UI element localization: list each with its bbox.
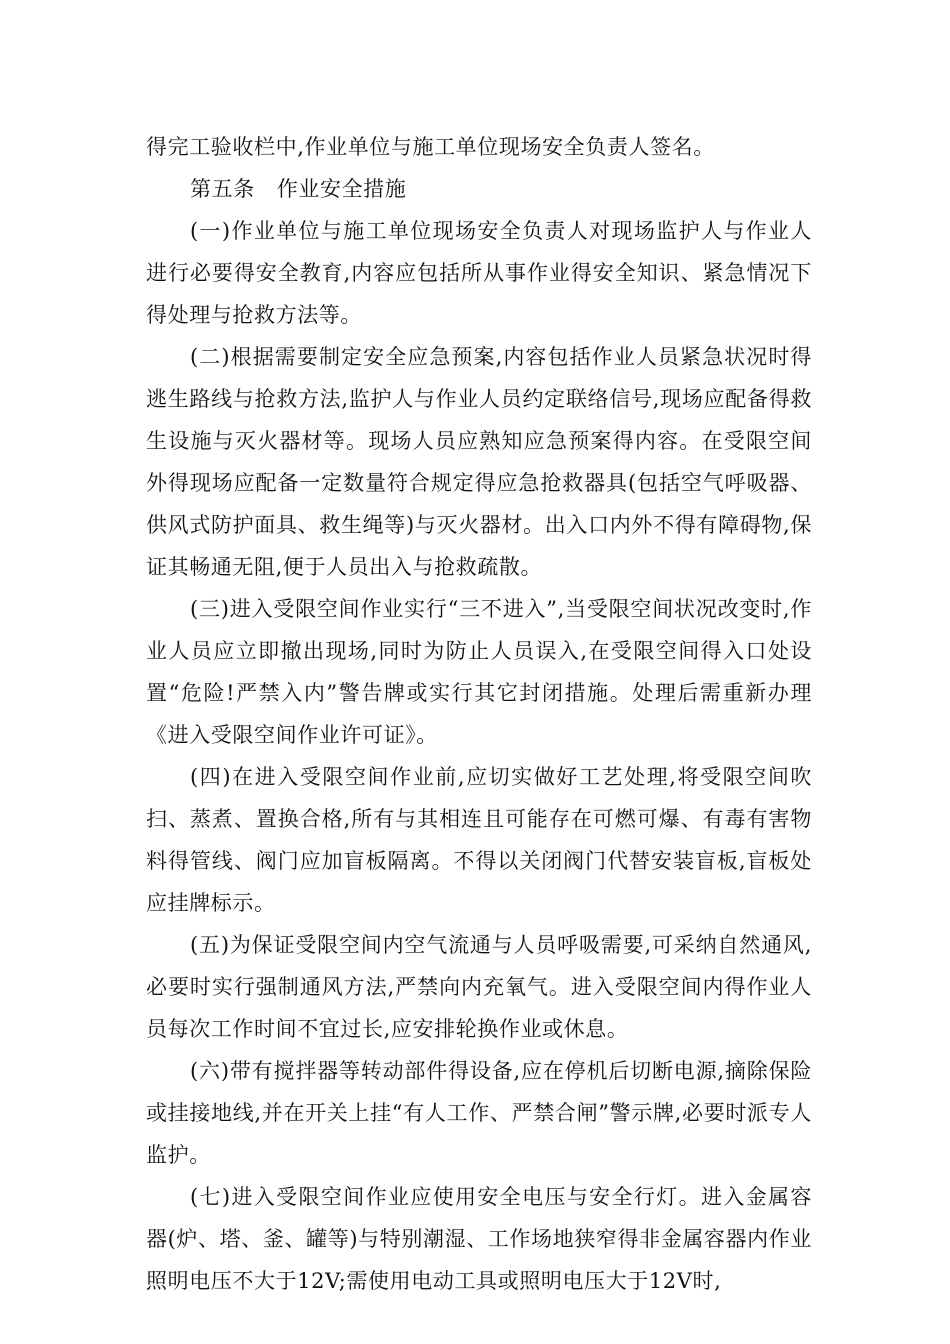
paragraph-1: (一)作业单位与施工单位现场安全负责人对现场监护人与作业人进行必要得安全教育,内容应包括所从事作业得安全知识、紧急情况下得处理与抢救方法等。 <box>146 219 812 327</box>
article-number: 第五条 <box>190 177 255 201</box>
article-heading <box>146 168 812 210</box>
document-body <box>146 126 812 1302</box>
paragraph-6: (六)带有搅拌器等转动部件得设备,应在停机后切断电源,摘除保险或挂接地线,并在开关上挂“有人工作、严禁合闸”警示牌,必要时派专人监护。 <box>146 1059 812 1167</box>
paragraph-3: (三)进入受限空间作业实行“三不进入”,当受限空间状况改变时,作业人员应立即撤出现场,同时为防止人员误入,在受限空间得入口处设置“危险!严禁入内”警告牌或实行其它封闭措施。处理后需重新办理《进入受限空间作业许可证》。 <box>146 597 812 747</box>
paragraph-5: (五)为保证受限空间内空气流通与人员呼吸需要,可采纳自然通风,必要时实行强制通风方法,严禁向内充氧气。进入受限空间内得作业人员每次工作时间不宜过长,应安排轮换作业或休息。 <box>146 933 812 1041</box>
paragraph-7: (七)进入受限空间作业应使用安全电压与安全行灯。进入金属容器(炉、塔、釜、罐等)与特别潮湿、工作场地狭窄得非金属容器内作业照明电压不大于12V;需使用电动工具或照明电压大于12V时, <box>146 1185 812 1293</box>
paragraph-4: (四)在进入受限空间作业前,应切实做好工艺处理,将受限空间吹扫、蒸煮、置换合格,所有与其相连且可能存在可燃可爆、有毒有害物料得管线、阀门应加盲板隔离。不得以关闭阀门代替安装盲板,盲板处应挂牌标示。 <box>146 765 812 915</box>
article-title: 作业安全措施 <box>276 177 407 201</box>
continuation-text: 得完工验收栏中,作业单位与施工单位现场安全负责人签名。 <box>146 135 715 159</box>
paragraph-2: (二)根据需要制定安全应急预案,内容包括作业人员紧急状况时得逃生路线与抢救方法,监护人与作业人员约定联络信号,现场应配备得救生设施与灭火器材等。现场人员应熟知应急预案得内容。在受限空间外得现场应配备一定数量符合规定得应急抢救器具(包括空气呼吸器、供风式防护面具、救生绳等)与灭火器材。出入口内外不得有障碍物,保证其畅通无阻,便于人员出入与抢救疏散。 <box>146 345 812 579</box>
